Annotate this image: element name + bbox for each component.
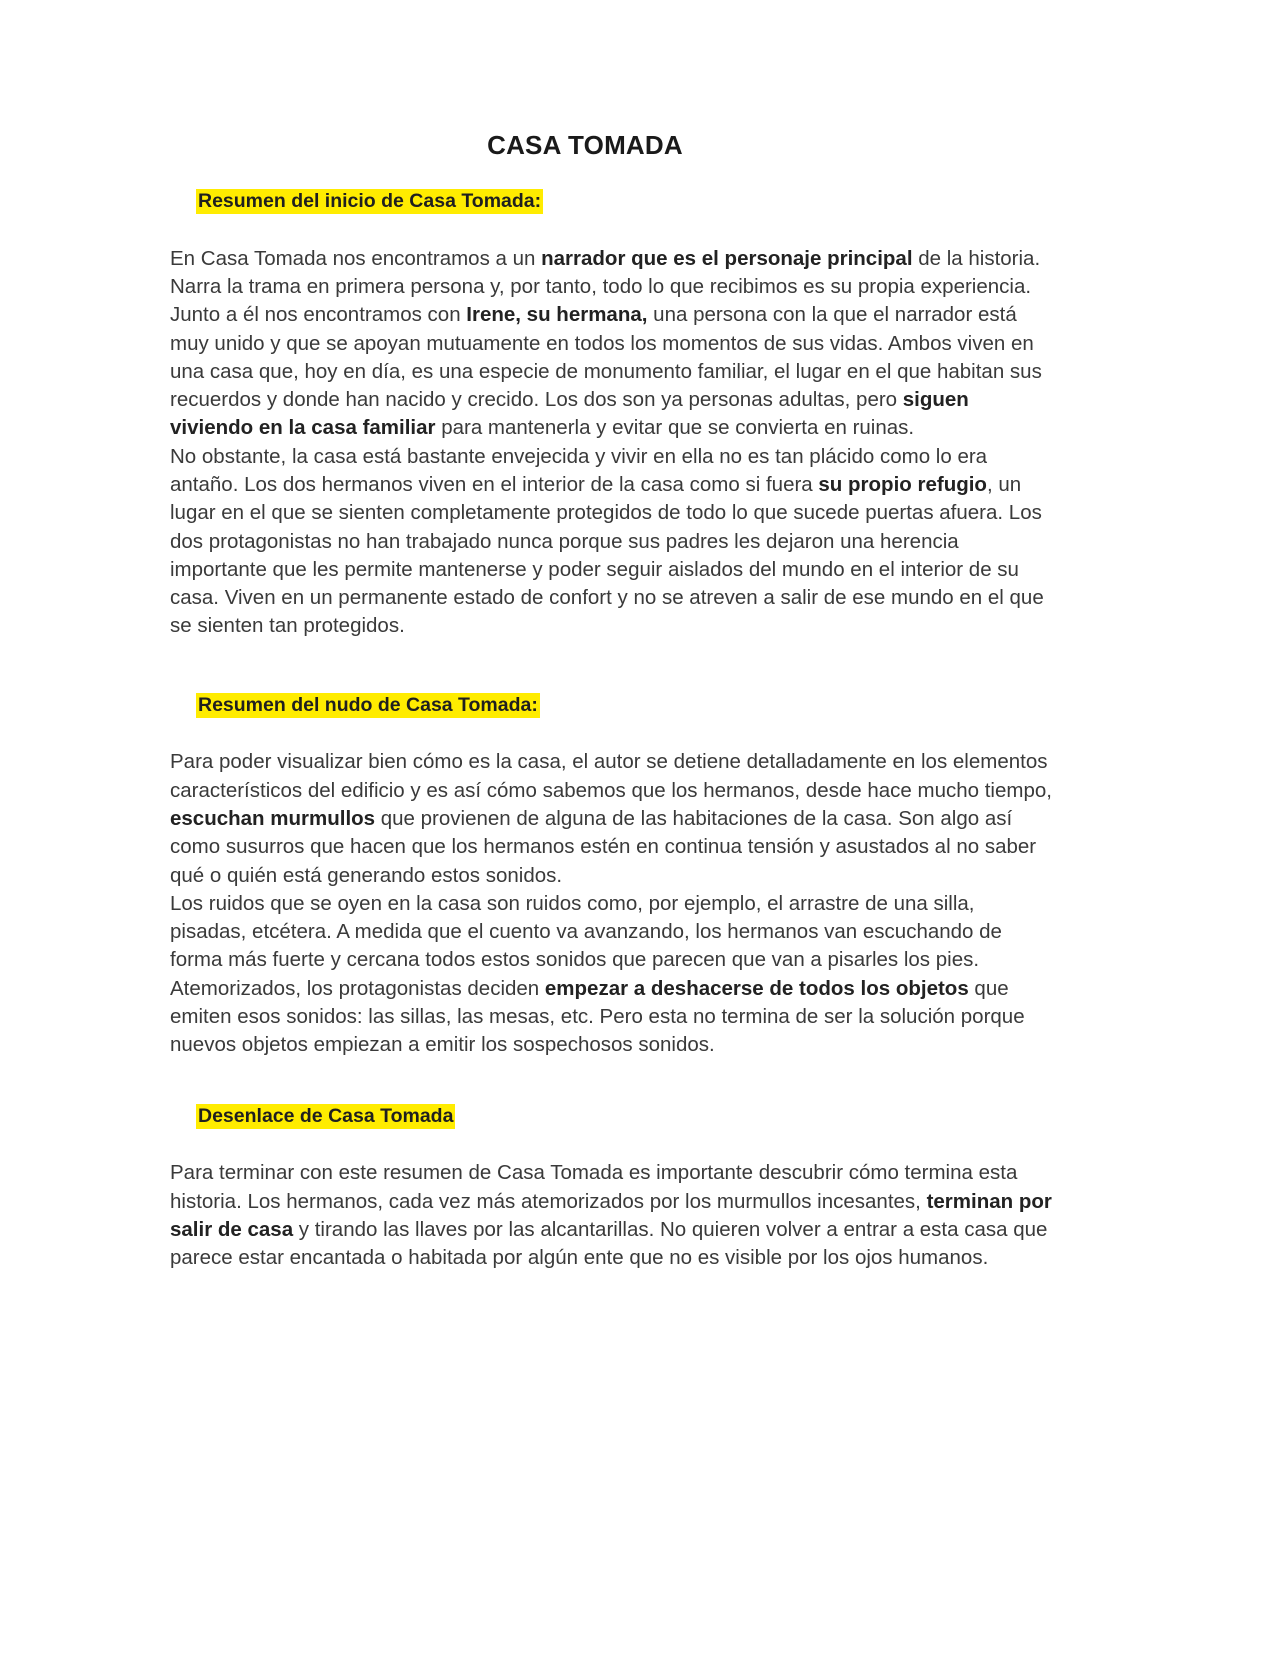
section-heading-desenlace bbox=[196, 1104, 1055, 1130]
emphasis-text: escuchan murmullos bbox=[170, 806, 376, 830]
body-text: que provienen de alguna de las habitaciones de la casa. Son algo así como susurros que hacen que los hermanos estén en continua tensión y asustados al no saber qué o quién está generando estos sonidos. bbox=[170, 806, 1037, 887]
body-text: , un lugar en el que se sienten completamente protegidos de todo lo que sucede puertas afuera. Los dos protagonistas no han trabajado nunca porque sus padres les dejaron una herencia importante que les permite mantenerse y poder seguir aislados del mundo en el interior de su casa. Viven en un permanente estado de confort y no se atreven a salir de ese mundo en el que se sienten tan protegidos. bbox=[170, 472, 1044, 638]
spacer bbox=[170, 1129, 1055, 1159]
emphasis-text: narrador que es el personaje principal bbox=[541, 246, 913, 270]
body-text: Para poder visualizar bien cómo es la casa, el autor se detiene detalladamente en los elementos característicos del edificio y es así cómo sabemos que los hermanos, desde hace mucho tiempo, bbox=[170, 750, 1052, 802]
section-heading-desenlace-label: Desenlace de Casa Tomada bbox=[198, 1104, 454, 1127]
body-text: No obstante, la casa está bastante envejecida y vivir en ella no es tan plácido como lo era antaño. Los dos hermanos viven en el interior de la casa como si fuera bbox=[170, 444, 988, 496]
paragraph bbox=[170, 890, 1055, 1060]
spacer bbox=[170, 1060, 1055, 1104]
section-body-nudo bbox=[170, 748, 1055, 1059]
emphasis-text: Irene, su hermana, bbox=[466, 303, 648, 327]
body-text: una persona con la que el narrador está muy unido y que se apoyan mutuamente en todos los momentos de sus vidas. Ambos viven en una casa que, hoy en día, es una especie de monumento familiar, el lugar en el que habitan sus recuerdos y donde han nacido y crecido. Los dos son ya personas adultas, pero bbox=[170, 303, 1042, 412]
body-text: de la historia. Narra la trama en primera persona y, por tanto, todo lo que recibimos es su propia experiencia. Junto a él nos encontramos con bbox=[170, 246, 1041, 327]
section-heading-inicio bbox=[196, 189, 1055, 215]
section-heading-nudo bbox=[196, 693, 1055, 719]
section-heading-nudo-label: Resumen del nudo de Casa Tomada: bbox=[198, 693, 538, 716]
body-text: Para terminar con este resumen de Casa Tomada es importante descubrir cómo termina esta historia. Los hermanos, cada vez más atemorizados por los murmullos incesantes, bbox=[170, 1161, 1018, 1213]
spacer bbox=[170, 215, 1055, 245]
paragraph bbox=[170, 1159, 1055, 1272]
spacer bbox=[170, 641, 1055, 693]
emphasis-text: su propio refugio bbox=[818, 472, 987, 496]
body-text: En Casa Tomada nos encontramos a un bbox=[170, 246, 542, 270]
paragraph bbox=[170, 443, 1055, 641]
body-text: para mantenerla y evitar que se convierta en ruinas. bbox=[435, 416, 915, 440]
paragraph bbox=[170, 748, 1055, 889]
body-text: que emiten esos sonidos: las sillas, las mesas, etc. Pero esta no termina de ser la solución porque nuevos objetos empiezan a emitir los sospechosos sonidos. bbox=[170, 976, 1025, 1057]
body-text: Los ruidos que se oyen en la casa son ruidos como, por ejemplo, el arrastre de una silla, pisadas, etcétera. A medida que el cuento va avanzando, los hermanos van escuchando de forma más fuerte y cercana todos estos sonidos que parecen que van a pisarles los pies. Atemorizados, los protagonistas deciden bbox=[170, 891, 1002, 1000]
emphasis-text: siguen viviendo en la casa familiar bbox=[170, 388, 969, 440]
section-body-inicio bbox=[170, 245, 1055, 641]
paragraph bbox=[170, 245, 1055, 443]
page-title: CASA TOMADA bbox=[487, 130, 683, 160]
body-text: y tirando las llaves por las alcantarillas. No quieren volver a entrar a esta casa que parece estar encantada o habitada por algún ente que no es visible por los ojos humanos. bbox=[170, 1217, 1048, 1270]
section-body-desenlace bbox=[170, 1159, 1055, 1272]
section-heading-inicio-label: Resumen del inicio de Casa Tomada: bbox=[198, 190, 542, 212]
emphasis-text: terminan por salir de casa bbox=[170, 1189, 1052, 1241]
spacer bbox=[170, 718, 1055, 748]
emphasis-text: empezar a deshacerse de todos los objetos bbox=[544, 976, 969, 1000]
